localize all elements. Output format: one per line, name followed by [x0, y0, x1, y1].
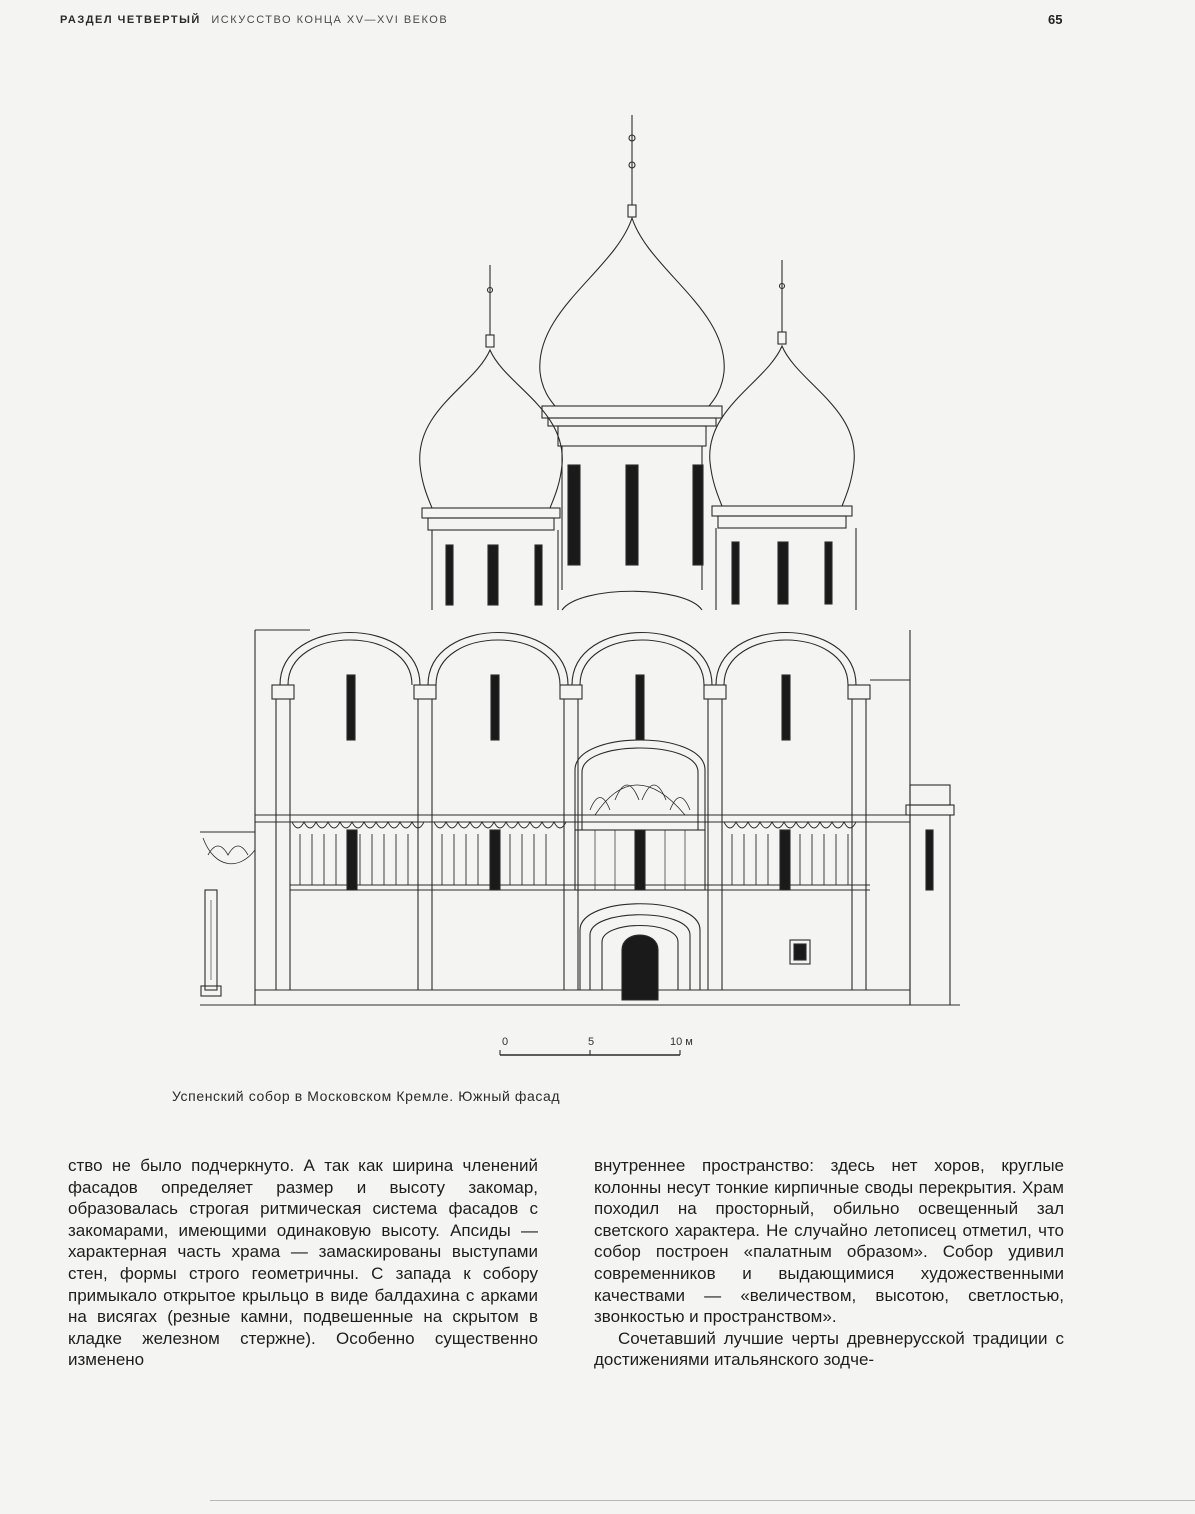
south-portal — [575, 740, 705, 1000]
central-drum — [558, 426, 706, 590]
scale-label-0: 0 — [502, 1036, 509, 1048]
figure-caption: Успенский собор в Московском Кремле. Южный фасад — [172, 1088, 561, 1104]
scale-label-10: 10 м — [670, 1036, 693, 1048]
left-drum — [432, 530, 558, 610]
text-column-left — [68, 1155, 538, 1371]
scale-bar — [500, 1050, 680, 1055]
cathedral-elevation-drawing — [170, 110, 1020, 1070]
right-drum — [716, 528, 856, 610]
west-porch — [200, 832, 255, 996]
paragraph: внутреннее пространство: здесь нет хоров, круглые колонны несут тонкие кирпичные своды перекрытия. Храм походил на просторный, обильно освещенный зал светского характера. Не случайно летописец отметил, что собор построен «палатным образом». Собор удивил современников и выдающимися художественными качествами — «величеством, высотою, светлостью, звонкостью и пространством». — [594, 1156, 1064, 1327]
running-head-topic: ИСКУССТВО КОНЦА XV—XVI ВЕКОВ — [211, 14, 449, 26]
east-projection — [906, 785, 954, 1005]
arcature-belt — [292, 822, 856, 885]
page-number: 65 — [1048, 12, 1063, 27]
central-onion-dome — [540, 218, 724, 406]
text-column-right — [594, 1155, 1064, 1371]
scale-label-5: 5 — [588, 1036, 595, 1048]
left-spire — [486, 265, 494, 347]
page-edge-line — [210, 1500, 1195, 1501]
running-head-section: РАЗДЕЛ ЧЕТВЕРТЫЙ — [60, 14, 201, 26]
running-head — [60, 14, 448, 26]
central-spire — [628, 115, 636, 217]
right-spire — [778, 260, 786, 344]
left-onion-dome — [420, 350, 563, 508]
paragraph: ство не было подчеркнуто. А так как ширина членений фасадов определяет размер и высоту закомар, образовалась строгая ритмическая система фасадов с закомарами, имеющими одинаковую высоту. Апсиды — характерная часть храма — замаскированы выступами стен, формы строго геометричны. С запада к собору примыкало открытое крыльцо в виде балдахина с арками на висягах (резные камни, подвешенные на скрытом в кладке железном стержне). Особенно существенно изменено — [68, 1156, 538, 1370]
paragraph: Сочетавший лучшие черты древнерусской традиции с достижениями итальянского зодче- — [594, 1328, 1064, 1370]
right-onion-dome — [710, 346, 855, 506]
